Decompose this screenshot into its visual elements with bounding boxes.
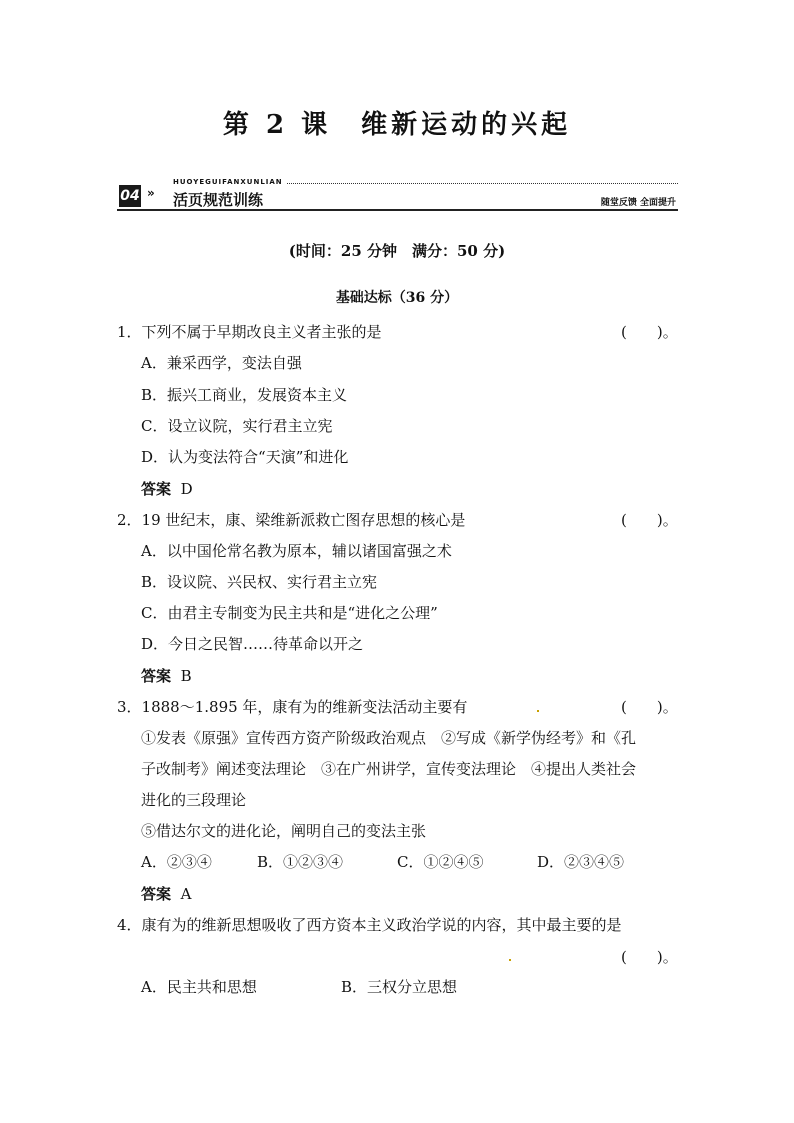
section-banner	[117, 178, 678, 212]
question-body: 进化的三段理论	[141, 791, 247, 809]
option: A．②③④	[141, 853, 212, 871]
speck-mark	[509, 959, 511, 961]
chevron-icon: »	[147, 186, 155, 200]
banner-label: 活页规范训练	[173, 191, 264, 209]
question-stem: 3．1888～1.895 年，康有为的维新变法活动主要有	[117, 698, 468, 716]
answer-value: D	[180, 480, 193, 498]
answer-blank: ( )。	[621, 948, 678, 966]
answer-blank: ( )。	[621, 323, 678, 341]
option: A．兼采西学，变法自强	[141, 354, 302, 372]
banner-number: 04	[119, 185, 141, 207]
question-stem: 1．下列不属于早期改良主义者主张的是	[117, 323, 382, 341]
answer-line	[141, 665, 192, 686]
time-info: (时间：25 分钟 满分：50 分)	[288, 242, 506, 260]
option: A．以中国伦常名教为原本，辅以诸国富强之术	[141, 542, 452, 560]
banner-rule	[117, 209, 678, 211]
banner-right-label: 随堂反馈 全面提升	[600, 198, 676, 208]
option: B．三权分立思想	[341, 978, 458, 996]
speck-mark	[537, 710, 539, 712]
answer-label: 答案	[141, 885, 172, 903]
option: A．民主共和思想	[141, 978, 257, 996]
question-body: 子改制考》阐述变法理论 ③在广州讲学，宣传变法理论 ④提出人类社会	[141, 760, 637, 778]
answer-blank: ( )。	[621, 511, 678, 529]
option: D．认为变法符合“天演”和进化	[141, 448, 349, 466]
option: D．今日之民智……待革命以开之	[141, 635, 364, 653]
answer-value: B	[180, 667, 192, 685]
option: B．①②③④	[257, 853, 344, 871]
option: D．②③④⑤	[537, 853, 625, 871]
option: C．设立议院，实行君主立宪	[141, 417, 333, 435]
banner-pinyin: HUOYEGUIFANXUNLIAN	[173, 178, 283, 186]
section-title: 基础达标（36 分）	[335, 290, 459, 306]
banner-dotted-rule	[287, 183, 678, 184]
answer-value: A	[180, 885, 192, 903]
answer-blank: ( )。	[621, 698, 678, 716]
answer-line	[141, 478, 193, 499]
question-stem: 4．康有为的维新思想吸收了西方资本主义政治学说的内容，其中最主要的是	[117, 916, 622, 934]
answer-label: 答案	[141, 667, 172, 685]
question-body: ①发表《原强》宣传西方资产阶级政治观点 ②写成《新学伪经考》和《孔	[141, 729, 637, 747]
option: C．①②④⑤	[397, 853, 484, 871]
option: B．设议院、兴民权、实行君主立宪	[141, 573, 378, 591]
question-body: ⑤借达尔文的进化论，阐明自己的变法主张	[141, 822, 427, 840]
answer-line	[141, 883, 191, 904]
answer-label: 答案	[141, 480, 172, 498]
option: B．振兴工商业，发展资本主义	[141, 386, 348, 404]
question-stem: 2．19 世纪末，康、梁维新派救亡图存思想的核心是	[117, 511, 466, 529]
page-title: 第 2 课 维新运动的兴起	[222, 110, 572, 140]
option: C．由君主专制变为民主共和是“进化之公理”	[141, 604, 438, 622]
